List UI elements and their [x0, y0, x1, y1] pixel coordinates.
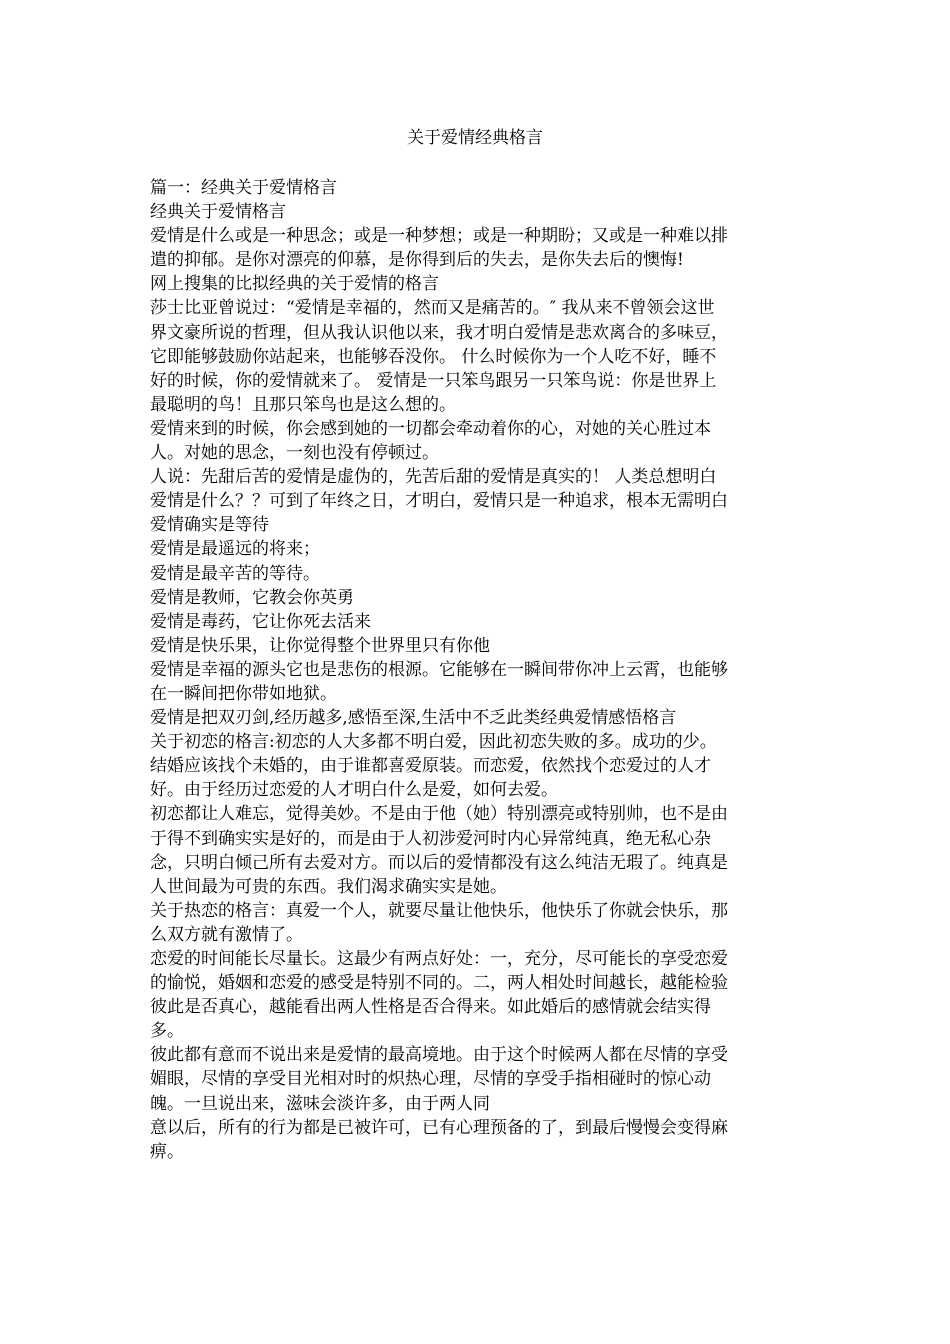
body-line: 篇一：经典关于爱情格言	[150, 178, 337, 198]
body-line: 爱情是什么或是一种思念；或是一种梦想；或是一种期盼；又或是一种难以排	[150, 226, 728, 247]
body-line: 于得不到确实实是好的，而是由于人初涉爱河时内心异常纯真，绝无私心杂	[150, 828, 711, 849]
body-line: 的愉悦，婚姻和恋爱的感受是特别不同的。二，两人相处时间越长，越能检验	[150, 973, 728, 994]
body-line: 爱情是最辛苦的等待。	[150, 563, 320, 584]
body-line: 爱情是幸福的源头它也是悲伤的根源。它能够在一瞬间带你冲上云霄，也能够	[150, 659, 728, 680]
body-line: 关于初恋的格言:初恋的人大多都不明白爱，因此初恋失败的多。成功的少。	[150, 732, 717, 753]
body-line: 最聪明的鸟！且那只笨鸟也是这么想的。	[150, 394, 456, 415]
body-line: 恋爱的时间能长尽量长。这最少有两点好处：一，充分，尽可能长的享受恋爱	[150, 949, 728, 969]
body-line: 好。由于经历过恋爱的人才明白什么是爱，如何去爱。	[150, 780, 558, 801]
body-line: 它即能够鼓励你站起来，也能够吞没你。 什么时候你为一个人吃不好，睡不	[150, 346, 717, 367]
body-line: 爱情是把双刃剑,经历越多,感悟至深,生活中不乏此类经典爱情感悟格言	[150, 708, 677, 729]
body-line: 网上搜集的比拟经典的关于爱情的格言	[150, 274, 439, 295]
body-line: 彼此是否真心，越能看出两人性格是否合得来。如此婚后的感情就会结实得	[150, 997, 711, 1018]
body-line: 经典关于爱情格言	[150, 202, 286, 223]
body-line: 多。	[150, 1021, 184, 1042]
body-line: 遣的抑郁。是你对漂亮的仰慕，是你得到后的失去，是你失去后的懊悔!	[150, 250, 684, 271]
body-line: 好的时候，你的爱情就来了。 爱情是一只笨鸟跟另一只笨鸟说：你是世界上	[150, 370, 717, 391]
body-line: 媚眼，尽情的享受目光相对时的炽热心理，尽情的享受手指相碰时的惊心动	[150, 1069, 711, 1090]
body-line: 爱情来到的时候，你会感到她的一切都会牵动着你的心，对她的关心胜过本	[150, 418, 711, 439]
body-line: 爱情是教师，它教会你英勇	[150, 587, 354, 608]
body-line: 彼此都有意而不说出来是爱情的最高境地。由于这个时候两人都在尽情的享受	[150, 1045, 728, 1066]
body-line: 人说：先甜后苦的爱情是虚伪的，先苦后甜的爱情是真实的！ 人类总想明白	[150, 467, 717, 488]
body-line: 爱情是毒药，它让你死去活来	[150, 611, 371, 632]
body-line: 初恋都让人难忘，觉得美妙。不是由于他（她）特别漂亮或特别帅，也不是由	[150, 804, 728, 825]
body-line: 爱情是什么？？可到了年终之日，才明白，爱情只是一种追求，根本无需明白	[150, 491, 728, 512]
body-line: 念，只明白倾己所有去爱对方。而以后的爱情都没有这么纯洁无瑕了。纯真是	[150, 852, 728, 873]
body-line: 人世间最为可贵的东西。我们渴求确实实是她。	[150, 876, 507, 897]
body-line: 痹。	[150, 1141, 184, 1162]
body-line: 意以后，所有的行为都是已被许可，已有心理预备的了，到最后慢慢会变得麻	[150, 1117, 728, 1138]
body-line: 爱情是快乐果，让你觉得整个世界里只有你他	[150, 635, 490, 656]
document-title: 关于爱情经典格言	[407, 128, 543, 148]
body-line: 爱情是最遥远的将来；	[150, 539, 320, 560]
body-line: 在一瞬间把你带如地狱。	[150, 683, 337, 704]
body-line: 莎士比亚曾说过：“爱情是幸福的，然而又是痛苦的。″ 我从来不曾领会这世	[150, 298, 715, 319]
body-line: 魄。一旦说出来，滋味会淡许多，由于两人同	[150, 1093, 490, 1114]
body-line: 人。对她的思念，一刻也没有停顿过。	[150, 443, 439, 464]
body-line: 结婚应该找个未婚的，由于谁都喜爱原装。而恋爱，依然找个恋爱过的人才	[150, 756, 711, 777]
body-line: 关于热恋的格言：真爱一个人，就要尽量让他快乐，他快乐了你就会快乐，那	[150, 900, 728, 921]
document-body	[150, 176, 802, 1164]
body-line: 爱情确实是等待	[150, 515, 269, 536]
body-line: 么双方就有激情了。	[150, 924, 303, 945]
body-line: 界文豪所说的哲理，但从我认识他以来，我才明白爱情是悲欢离合的多味豆，	[150, 322, 728, 343]
